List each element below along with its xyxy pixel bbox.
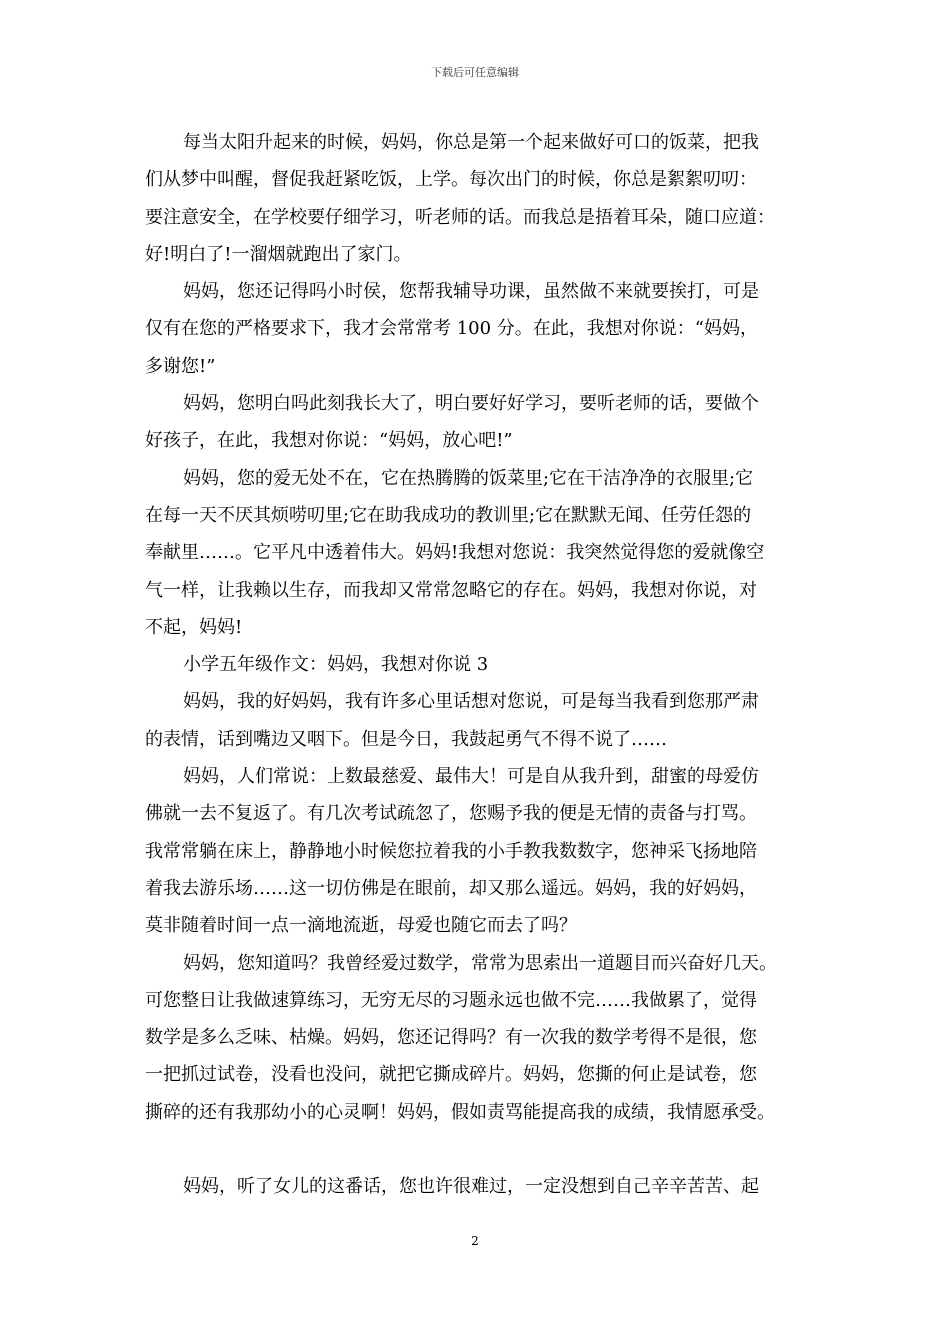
- text-line: 小学五年级作文：妈妈，我想对你说 3: [183, 654, 489, 676]
- text-line: 不起，妈妈!: [145, 616, 243, 638]
- text-line: 每当太阳升起来的时候，妈妈，你总是第一个起来做好可口的饭菜，把我: [183, 132, 759, 153]
- text-line: 一把抓过试卷，没看也没问，就把它撕成碎片。妈妈，您撕的何止是试卷，您: [145, 1064, 757, 1086]
- text-line: 好孩子，在此，我想对你说：“妈妈，放心吧!”: [145, 430, 513, 452]
- text-line: 仅有在您的严格要求下，我才会常常考 100 分。在此，我想对你说：“妈妈，: [145, 318, 758, 340]
- text-line: 妈妈，您还记得吗小时侯，您帮我辅导功课，虽然做不来就要挨打，可是: [183, 281, 759, 303]
- text-line: 妈妈，您知道吗？我曾经爱过数学，常常为思索出一道题目而兴奋好几天。: [183, 952, 777, 974]
- text-line: 妈妈，您的爱无处不在，它在热腾腾的饭菜里;它在干洁净净的衣服里;它: [183, 467, 754, 489]
- text-line: 要注意安全，在学校要仔细学习，听老师的话。而我总是捂着耳朵，随口应道：: [145, 206, 775, 228]
- page-header: 下载后可任意编辑: [431, 66, 519, 79]
- text-line: 可您整日让我做速算练习，无穷无尽的习题永远也做不完……我做累了，觉得: [145, 989, 757, 1011]
- document-body: [145, 124, 810, 1206]
- text-line: 妈妈，我的好妈妈，我有许多心里话想对您说，可是每当我看到您那严肃: [183, 691, 759, 713]
- text-line: 们从梦中叫醒，督促我赶紧吃饭，上学。每次出门的时候，你总是絮絮叨叨：: [145, 169, 757, 191]
- text-line: 妈妈，人们常说：上数最慈爱、最伟大！可是自从我升到，甜蜜的母爱仿: [183, 766, 759, 788]
- text-line: 气一样，让我赖以生存，而我却又常常忽略它的存在。妈妈，我想对你说，对: [145, 579, 757, 601]
- text-line: 在每一天不厌其烦唠叨里;它在助我成功的教训里;它在默默无闻、任劳任怨的: [145, 504, 752, 526]
- paragraph-gap: [145, 1131, 810, 1168]
- page-number: 2: [471, 1234, 479, 1248]
- text-line: 奉献里……。它平凡中透着伟大。妈妈!我想对您说：我突然觉得您的爱就像空: [145, 542, 765, 564]
- text-line: 莫非随着时间一点一滴地流逝，母爱也随它而去了吗？: [145, 915, 577, 937]
- text-line: 好!明白了!一溜烟就跑出了家门。: [145, 243, 412, 265]
- text-line: 着我去游乐场……这一切仿佛是在眼前，却又那么遥远。妈妈，我的好妈妈，: [145, 877, 757, 899]
- text-line: 佛就一去不复返了。有几次考试疏忽了，您赐予我的便是无情的责备与打骂。: [145, 803, 757, 825]
- text-line: 的表情，话到嘴边又咽下。但是今日，我鼓起勇气不得不说了……: [145, 728, 667, 750]
- text-line: 妈妈，您明白吗此刻我长大了，明白要好好学习，要听老师的话，要做个: [183, 393, 759, 415]
- text-line: 撕碎的还有我那幼小的心灵啊！妈妈，假如责骂能提高我的成绩，我情愿承受。: [145, 1101, 775, 1123]
- text-line: 妈妈，听了女儿的这番话，您也许很难过，一定没想到自己辛辛苦苦、起: [183, 1176, 759, 1198]
- text-line: 我常常躺在床上，静静地小时候您拉着我的小手教我数数字，您神采飞扬地陪: [145, 840, 757, 862]
- text-line: 数学是多么乏味、枯燥。妈妈，您还记得吗？有一次我的数学考得不是很，您: [145, 1027, 757, 1049]
- text-line: 多谢您!”: [145, 355, 216, 377]
